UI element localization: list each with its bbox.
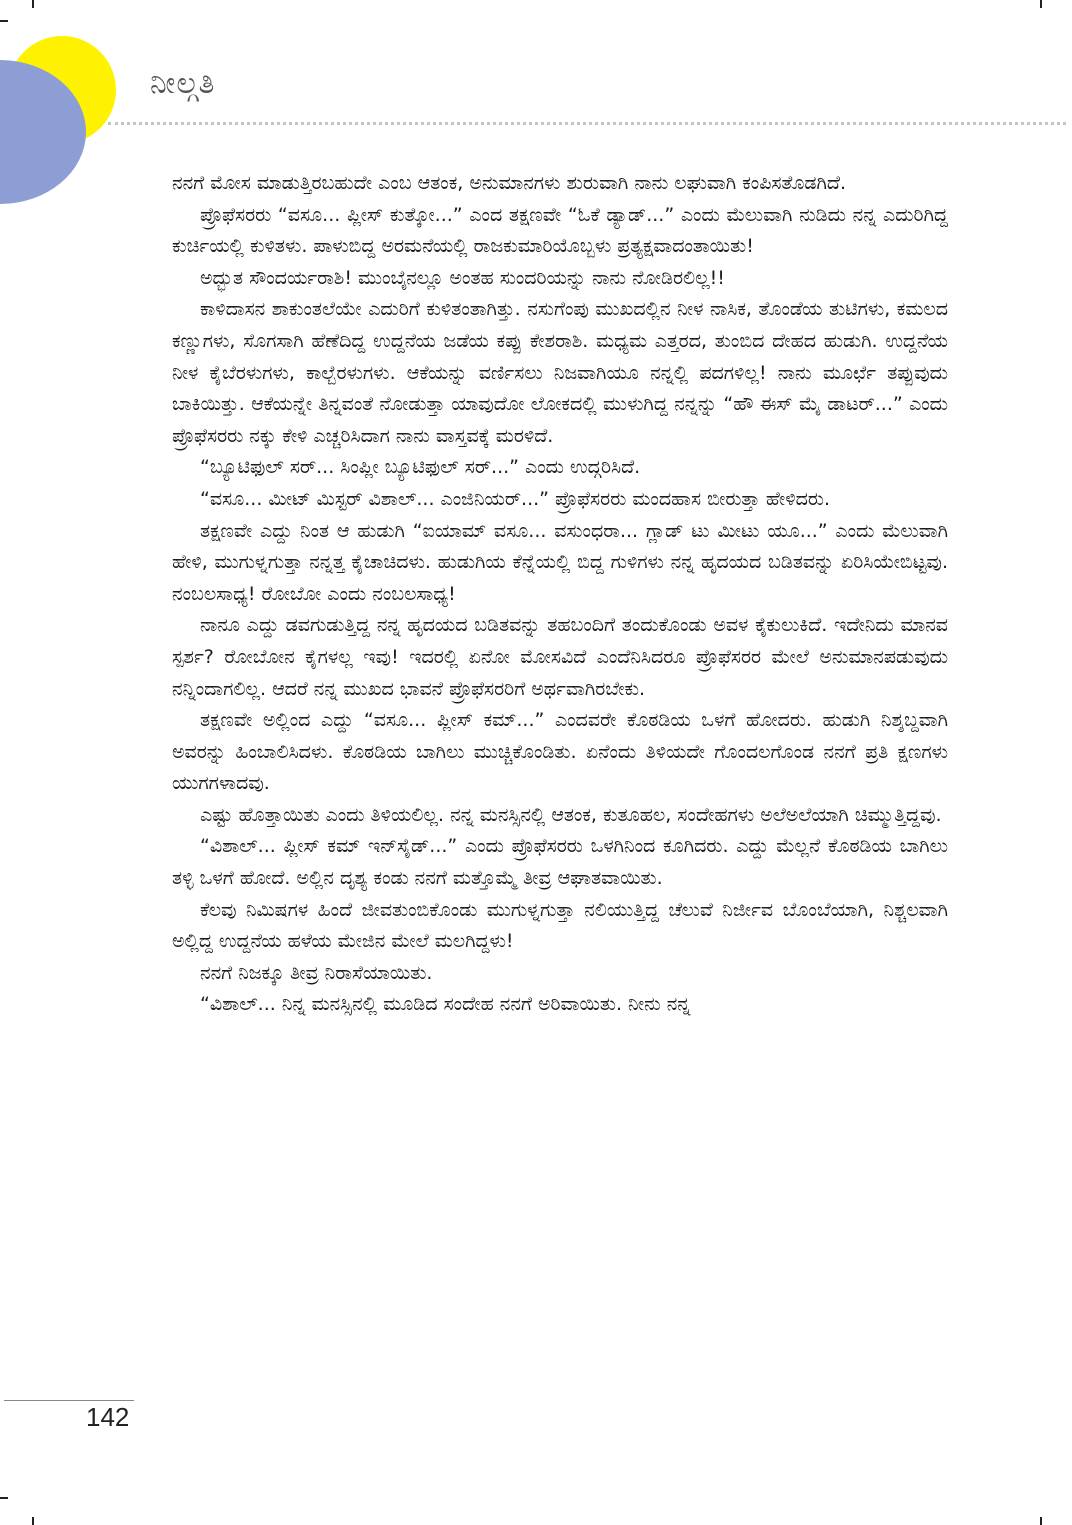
crop-mark-bottom-left [32, 1517, 34, 1525]
paragraph: “ಬ್ಯೂಟಿಫುಲ್ ಸರ್... ಸಿಂಪ್ಲೀ ಬ್ಯೂಟಿಫುಲ್ ಸರ್...” ಎಂದು ಉದ್ಗರಿಸಿದೆ. [200, 456, 641, 479]
decorative-circles [0, 0, 140, 220]
paragraph: “ವಿಶಾಲ್... ಪ್ಲೀಸ್ ಕಮ್ ಇನ್‌ಸೈಡ್...” ಎಂದು ಪ್ರೊಫೆಸರರು ಒಳಗಿನಿಂದ ಕೂಗಿದರು. ಎದ್ದು ಮೆಲ್ಲನೆ ಕೊಠಡಿಯ ಬಾಗಿಲು ತಳ್ಳಿ ಒಳಗೆ ಹೋದೆ. ಅಲ್ಲಿನ ದೃಶ್ಯ ಕಂಡು ನನಗೆ ಮತ್ತೊಮ್ಮೆ ತೀವ್ರ ಆಘಾತವಾಯಿತು. [172, 835, 948, 890]
paragraph: ಎಷ್ಟು ಹೊತ್ತಾಯಿತು ಎಂದು ತಿಳಿಯಲಿಲ್ಲ. ನನ್ನ ಮನಸ್ಸಿನಲ್ಲಿ ಆತಂಕ, ಕುತೂಹಲ, ಸಂದೇಹಗಳು ಅಲೆಅಲೆಯಾಗಿ ಚಿಮ್ಮುತ್ತಿದ್ದವು. [200, 803, 942, 826]
paragraph: ಅದ್ಭುತ ಸೌಂದರ್ಯರಾಶಿ! ಮುಂಬೈನಲ್ಲೂ ಅಂತಹ ಸುಂದರಿಯನ್ನು ನಾನು ನೋಡಿರಲಿಲ್ಲ!! [200, 266, 725, 289]
crop-mark-left-bottom [0, 1497, 8, 1499]
crop-mark-bottom-right [1040, 1517, 1042, 1525]
paragraph: ಕಾಳಿದಾಸನ ಶಾಕುಂತಲೆಯೇ ಎದುರಿಗೆ ಕುಳಿತಂತಾಗಿತ್ತು. ನಸುಗೆಂಪು ಮುಖದಲ್ಲಿನ ನೀಳ ನಾಸಿಕ, ತೊಂಡೆಯ ತುಟಿಗಳು, ಕಮಲದ ಕಣ್ಣುಗಳು, ಸೊಗಸಾಗಿ ಹೆಣೆದಿದ್ದ ಉದ್ದನೆಯ ಜಡೆಯ ಕಪ್ಪು ಕೇಶರಾಶಿ. ಮಧ್ಯಮ ಎತ್ತರದ, ತುಂಬಿದ ದೇಹದ ಹುಡುಗಿ. ಉದ್ದನೆಯ ನೀಳ ಕೈಬೆರಳುಗಳು, ಕಾಲ್ಬೆರಳುಗಳು. ಆಕೆಯನ್ನು ವರ್ಣಿಸಲು ನಿಜವಾಗಿಯೂ ನನ್ನಲ್ಲಿ ಪದಗಳಿಲ್ಲ! ನಾನು ಮೂರ್ಛೆ ತಪ್ಪುವುದು ಬಾಕಿಯಿತ್ತು. ಆಕೆಯನ್ನೇ ತಿನ್ನವಂತೆ ನೋಡುತ್ತಾ ಯಾವುದೋ ಲೋಕದಲ್ಲಿ ಮುಳುಗಿದ್ದ ನನ್ನನ್ನು “ಹೌ ಈಸ್ ಮೈ ಡಾಟರ್...” ಎಂದು ಪ್ರೊಫೆಸರರು ನಕ್ಕು ಕೇಳಿ ಎಚ್ಚರಿಸಿದಾಗ ನಾನು ವಾಸ್ತವಕ್ಕೆ ಮರಳಿದೆ. [172, 298, 948, 447]
paragraph: ತಕ್ಷಣವೇ ಅಲ್ಲಿಂದ ಎದ್ದು “ವಸೂ... ಪ್ಲೀಸ್ ಕಮ್...” ಎಂದವರೇ ಕೊಠಡಿಯ ಒಳಗೆ ಹೋದರು. ಹುಡುಗಿ ನಿಶ್ಶಬ್ದವಾಗಿ ಅವರನ್ನು ಹಿಂಬಾಲಿಸಿದಳು. ಕೊಠಡಿಯ ಬಾಗಿಲು ಮುಚ್ಚಿಕೊಂಡಿತು. ಏನೆಂದು ತಿಳಿಯದೇ ಗೊಂದಲಗೊಂಡ ನನಗೆ ಪ್ರತಿ ಕ್ಷಣಗಳು ಯುಗಗಳಾದವು. [172, 709, 948, 795]
paragraph: “ವಸೂ... ಮೀಟ್ ಮಿಸ್ಟರ್ ವಿಶಾಲ್... ಎಂಜಿನಿಯರ್...” ಪ್ರೊಫೆಸರರು ಮಂದಹಾಸ ಬೀರುತ್ತಾ ಹೇಳಿದರು. [200, 487, 831, 510]
chapter-title: ನೀಲ್ಗತಿ [150, 66, 216, 101]
header-dotted-rule [108, 122, 1066, 125]
paragraph: ಪ್ರೊಫೆಸರರು “ವಸೂ... ಪ್ಲೀಸ್ ಕುತ್ಕೋ...” ಎಂದ ತಕ್ಷಣವೇ “ಓಕೆ ಡ್ಯಾಡ್...” ಎಂದು ಮೆಲುವಾಗಿ ನುಡಿದು ನನ್ನ ಎದುರಿಗಿದ್ದ ಕುರ್ಚಿಯಲ್ಲಿ ಕುಳಿತಳು. ಪಾಳುಬಿದ್ದ ಅರಮನೆಯಲ್ಲಿ ರಾಜಕುಮಾರಿಯೊಬ್ಬಳು ಪ್ರತ್ಯಕ್ಷವಾದಂತಾಯಿತು! [172, 203, 948, 258]
page-number: 142 [86, 1402, 130, 1432]
paragraph: “ವಿಶಾಲ್... ನಿನ್ನ ಮನಸ್ಸಿನಲ್ಲಿ ಮೂಡಿದ ಸಂದೇಹ ನನಗೆ ಅರಿವಾಯಿತು. ನೀನು ನನ್ನ [200, 993, 691, 1016]
paragraph: ನನಗೆ ನಿಜಕ್ಕೂ ತೀವ್ರ ನಿರಾಸೆಯಾಯಿತು. [200, 961, 433, 984]
paragraph: ನನಗೆ ಮೋಸ ಮಾಡುತ್ತಿರಬಹುದೇ ಎಂಬ ಆತಂಕ, ಅನುಮಾನಗಳು ಶುರುವಾಗಿ ನಾನು ಲಘುವಾಗಿ ಕಂಪಿಸತೊಡಗಿದೆ. [172, 172, 846, 194]
footer-rule [4, 1400, 134, 1401]
paragraph: ಕೆಲವು ನಿಮಿಷಗಳ ಹಿಂದೆ ಜೀವತುಂಬಿಕೊಂಡು ಮುಗುಳ್ನಗುತ್ತಾ ನಲಿಯುತ್ತಿದ್ದ ಚೆಲುವೆ ನಿರ್ಜೀವ ಬೊಂಬೆಯಾಗಿ, ನಿಶ್ಚಲವಾಗಿ ಅಲ್ಲಿದ್ದ ಉದ್ದನೆಯ ಹಳೆಯ ಮೇಜಿನ ಮೇಲೆ ಮಲಗಿದ್ದಳು! [172, 898, 948, 953]
story-body [172, 168, 948, 1021]
crop-mark-top-right [1040, 0, 1042, 8]
paragraph: ತಕ್ಷಣವೇ ಎದ್ದು ನಿಂತ ಆ ಹುಡುಗಿ “ಐಯಾಮ್ ವಸೂ... ವಸುಂಧರಾ... ಗ್ಲಾಡ್ ಟು ಮೀಟು ಯೂ...” ಎಂದು ಮೆಲುವಾಗಿ ಹೇಳಿ, ಮುಗುಳ್ನಗುತ್ತಾ ನನ್ನತ್ತ ಕೈಚಾಚಿದಳು. ಹುಡುಗಿಯ ಕೆನ್ನೆಯಲ್ಲಿ ಬಿದ್ದ ಗುಳಿಗಳು ನನ್ನ ಹೃದಯದ ಬಡಿತವನ್ನು ಏರಿಸಿಯೇಬಿಟ್ಟವು. ನಂಬಲಸಾಧ್ಯ! ರೋಬೋ ಎಂದು ನಂಬಲಸಾಧ್ಯ! [172, 519, 948, 605]
paragraph: ನಾನೂ ಎದ್ದು ಡವಗುಡುತ್ತಿದ್ದ ನನ್ನ ಹೃದಯದ ಬಡಿತವನ್ನು ತಹಬಂದಿಗೆ ತಂದುಕೊಂಡು ಅವಳ ಕೈಕುಲುಕಿದೆ. ಇದೇನಿದು ಮಾನವ ಸ್ಪರ್ಶ? ರೋಬೋನ ಕೈಗಳಲ್ಲ ಇವು! ಇದರಲ್ಲಿ ಏನೋ ಮೋಸವಿದೆ ಎಂದೆನಿಸಿದರೂ ಪ್ರೊಫೆಸರರ ಮೇಲೆ ಅನುಮಾನಪಡುವುದು ನನ್ನಿಂದಾಗಲಿಲ್ಲ. ಆದರೆ ನನ್ನ ಮುಖದ ಭಾವನೆ ಪ್ರೊಫೆಸರರಿಗೆ ಅರ್ಥವಾಗಿರಬೇಕು. [172, 614, 948, 700]
